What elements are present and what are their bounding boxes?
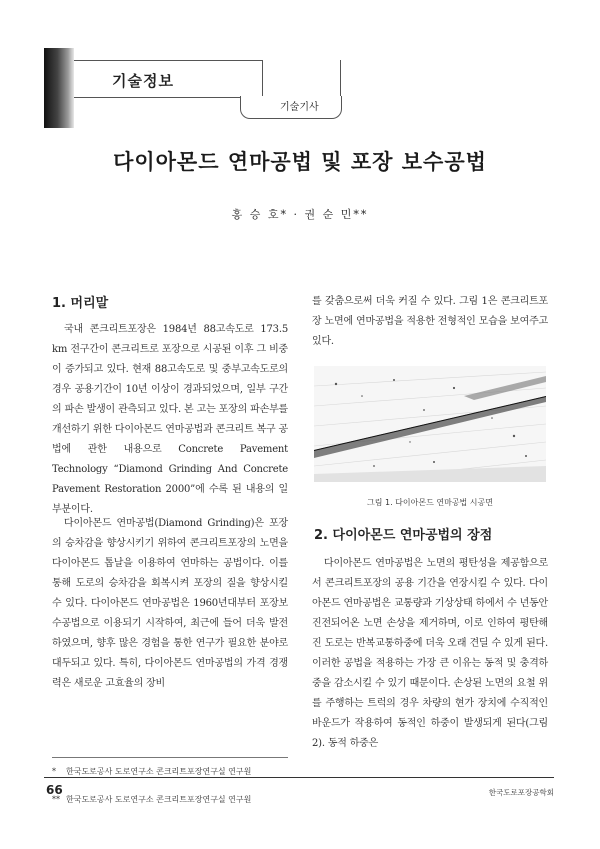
page-number: 66 <box>46 783 63 797</box>
header-badge-divider <box>262 60 341 96</box>
header-badge-shadow <box>44 48 74 128</box>
footnote-1-text: 한국도로공사 도로연구소 콘크리트포장연구실 연구원 <box>66 767 252 776</box>
section-1-paragraph-2: 다이아몬드 연마공법(Diamond Grinding)은 포장의 승차감을 향상시키기 위하여 콘크리트포장의 노면을 다이아몬드 톱날을 이용하여 연마하는 공법이다. 이를 통해 도로의 승차감을 회복시켜 포장의 질을 향상시킬 수 있다. 다이아몬드 연마공법은 1960년대부터 포장보수공법으로 이용되기 시작하여, 최근에 들어 더욱 발전하였으며, 향후 많은 경험을 통한 연구가 필요한 분야로 대두되고 있다. 특히, 다이아몬드 연마공법의 가격 경쟁력은 새로운 고효율의 장비 <box>52 518 288 689</box>
figure-1-photo <box>314 366 546 482</box>
figure-1-pavement-image <box>314 366 546 482</box>
footnote-1-mark: * <box>52 767 56 776</box>
article-authors: 홍 승 호* · 권 순 민** <box>231 208 369 221</box>
badge-subtitle: 기술기사 <box>280 102 319 113</box>
section-2-heading: 2. 다이아몬드 연마공법의 장점 <box>314 528 493 543</box>
right-column-paragraph: 를 갖춤으로써 더욱 커질 수 있다. 그림 1은 콘크리트포장 노면에 연마공법을 적용한 전형적인 모습을 보여주고 있다. <box>312 296 548 347</box>
footer-rule <box>44 777 554 778</box>
footnote-2 <box>52 794 288 806</box>
article-title: 다이아몬드 연마공법 및 포장 보수공법 <box>113 150 487 174</box>
badge-title: 기술정보 <box>112 72 174 90</box>
footnote-2-mark: ** <box>52 795 60 804</box>
section-2-paragraph-1: 다이아몬드 연마공법은 노면의 평탄성을 제공함으로서 콘크리트포장의 공용 기간을 연장시킬 수 있다. 다이아몬드 연마공법은 교통량과 기상상태 하에서 수 년동안 진전되어온 노면 손상을 제거하며, 이로 인하여 평탄해진 도로는 반복교통하중에 더욱 오래 견딜 수 있게 된다. 이러한 공법을 적용하는 가장 큰 이유는 동적 및 충격하중을 감소시킬 수 있기 때문이다. 손상된 노면의 요철 위를 주행하는 트럭의 경우 차량의 현가 장치에 수직적인 바운드가 작용하여 동적인 하중이 발생되게 된다(그림 2). 동적 하중은 <box>312 558 548 749</box>
footnote-rule <box>52 757 288 758</box>
figure-1-caption: 그림 1. 다이아몬드 연마공법 시공면 <box>367 498 493 507</box>
section-1-paragraph-1: 국내 콘크리트포장은 1984년 88고속도로 173.5 km 전구간이 콘크리트로 포장으로 시공된 이후 그 비중이 증가되고 있다. 현재 88고속도로 및 중부고속도로의 경우 공용기간이 10년 이상이 경과되었으며, 일부 구간의 파손 발생이 관측되고 있다. 본 고는 포장의 파손부를 개선하기 위한 다이아몬드 연마공법과 콘크리트 복구 공법에 관한 내용으로 Concrete Pavement Technology “Diamond Grinding And Concrete Pavement Restoration 2000”에 수록 된 내용의 일부분이다. <box>52 324 288 515</box>
footnote-2-text: 한국도로공사 도로연구소 콘크리트포장연구실 연구원 <box>66 795 252 804</box>
journal-name: 한국도로포장공학회 <box>488 788 554 797</box>
section-1-heading: 1. 머리말 <box>52 296 109 311</box>
